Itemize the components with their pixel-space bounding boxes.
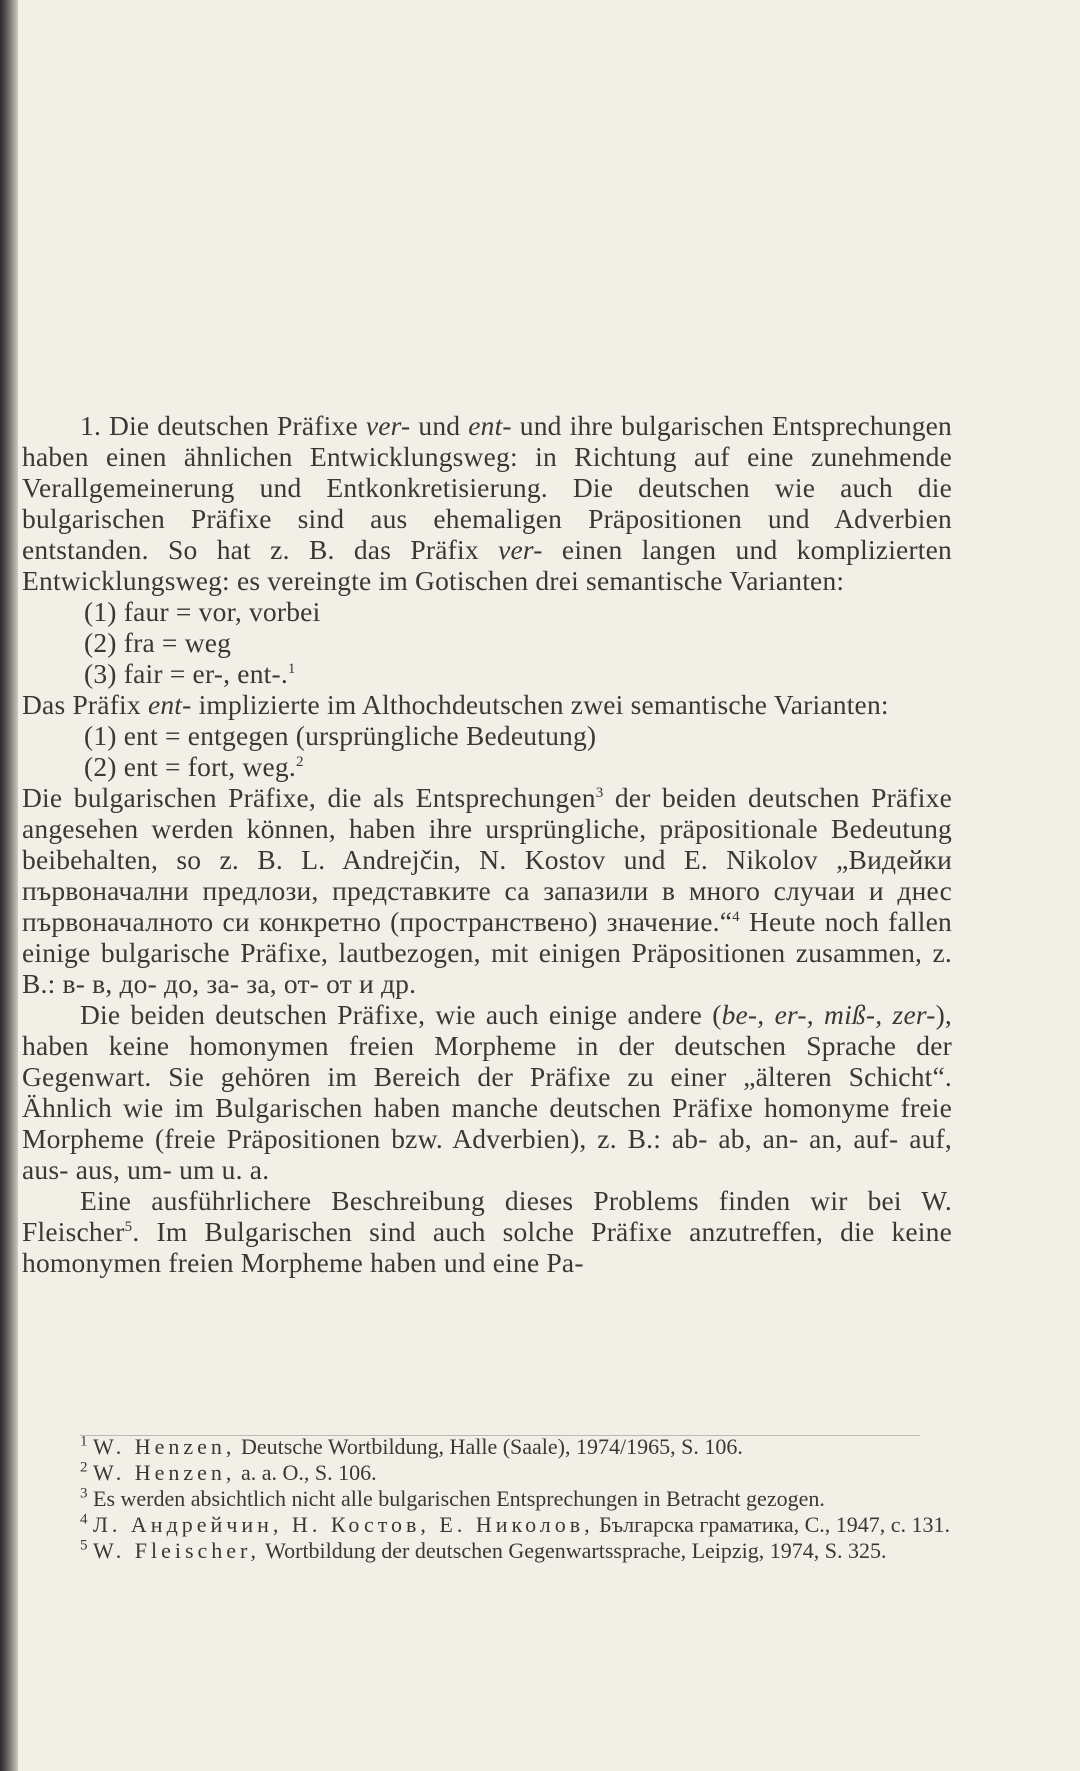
p2-lead: Das Präfix bbox=[22, 689, 148, 720]
footnote-mark-2: 2 bbox=[295, 753, 304, 770]
footnote-mark-5: 5 bbox=[124, 1218, 133, 1235]
p4-a: Die beiden deutschen Präfixe, wie auch einige andere ( bbox=[80, 999, 722, 1030]
p1-lead: 1. Die deutschen Präfixe bbox=[80, 410, 366, 441]
footnote-5-num: 5 bbox=[80, 1537, 88, 1554]
footnote-2-num: 2 bbox=[80, 1459, 88, 1476]
paragraph-1 bbox=[22, 410, 952, 596]
footnote-3-num: 3 bbox=[80, 1485, 88, 1502]
p1-rest-2: einen langen und komplizierten Entwicklungsweg: es vereingte im Gotischen drei semantische Varianten: bbox=[22, 534, 953, 596]
footnote-1-num: 1 bbox=[80, 1433, 88, 1450]
footnotes bbox=[22, 1434, 952, 1564]
footnote-4 bbox=[22, 1512, 952, 1538]
paragraph-2 bbox=[22, 689, 952, 720]
gothic-variant-2: (2) fra = weg bbox=[84, 627, 232, 658]
footnote-mark-3: 3 bbox=[595, 784, 604, 801]
footnote-4-num: 4 bbox=[80, 1511, 88, 1528]
gothic-variant-3-text: (3) fair = er-, ent-. bbox=[84, 658, 288, 689]
prefix-ent-2: ent- bbox=[147, 689, 192, 720]
footnote-5 bbox=[22, 1538, 952, 1564]
footnote-1-author: W. Henzen, bbox=[93, 1434, 236, 1459]
footnote-4-text: Българска граматика, С., 1947, с. 131. bbox=[593, 1512, 951, 1537]
ohg-variant-2 bbox=[22, 751, 952, 782]
main-text bbox=[22, 410, 952, 1278]
footnote-2-author: W. Henzen, bbox=[93, 1460, 236, 1485]
footnote-mark-1: 1 bbox=[287, 660, 296, 677]
footnote-5-author: W. Fleischer, bbox=[93, 1538, 261, 1563]
p1-und: und bbox=[410, 410, 469, 441]
p3-c: Heute noch fallen einige bulgarische Präfixe, lautbezogen, mit einigen Präpositionen zusammen, z. B.: в- в, до- до, за- за, от- от и др. bbox=[22, 906, 952, 999]
p3-a: Die bulgarischen Präfixe, die als Entsprechungen bbox=[22, 782, 596, 813]
footnote-4-author: Л. Андрейчин, Н. Костов, Е. Николов, bbox=[93, 1512, 594, 1537]
prefix-ent: ent- bbox=[468, 410, 512, 441]
footnote-3 bbox=[22, 1486, 952, 1512]
ohg-variant-2-text: (2) ent = fort, weg. bbox=[84, 751, 296, 782]
p5-a: Eine ausführlichere Beschreibung dieses Problems finden wir bei W. Fleischer bbox=[22, 1185, 952, 1247]
footnote-3-text: Es werden absichtlich nicht alle bulgarischen Entsprechungen in Betracht gezogen. bbox=[93, 1486, 825, 1511]
p4-b: ), haben keine homonymen freien Morpheme in der deutschen Sprache der Gegenwart. Sie gehören im Bereich der Präfixe zu einer „älteren Schicht“. Ähnlich wie im Bulgarischen haben manche deutschen Präfixe homonyme freie Morpheme (freie Präpositionen bzw. Adverbien), z. B.: ab- ab, an- an, auf- auf, aus- aus, um- um u. a. bbox=[22, 999, 952, 1185]
p3-b: der beiden deutschen Präfixe angesehen werden können, haben ihre ursprüngliche, präpositionale Bedeutung beibehalten, so z. B. L. Andrejčin, N. Kostov und E. Nikolov „Видейки първоначални предлози, представките са запазили в много случаи и днес първоначалното си конкретно (пространствено) значение.“ bbox=[22, 782, 952, 937]
gothic-variant-3 bbox=[22, 658, 952, 689]
footnote-1-text: Deutsche Wortbildung, Halle (Saale), 1974/1965, S. 106. bbox=[235, 1434, 743, 1459]
p2-rest: implizierte im Althochdeutschen zwei semantische Varianten: bbox=[191, 689, 889, 720]
prefix-ver: ver- bbox=[365, 410, 411, 441]
p5-b: . Im Bulgarischen sind auch solche Präfixe anzutreffen, die keine homonymen freien Morpheme haben und eine Pa- bbox=[22, 1216, 952, 1278]
p1-rest: und ihre bulgarischen Entsprechungen haben einen ähnlichen Entwicklungsweg: in Richtung auf eine zunehmende Verallgemeinerung und Entkonkretisierung. Die deutschen wie auch die bulgarischen Präfixe sind aus ehemaligen Präpositionen und Adverbien entstanden. So hat z. B. das Präfix bbox=[22, 410, 953, 565]
ohg-variant-1: (1) ent = entgegen (ursprüngliche Bedeutung) bbox=[84, 720, 597, 751]
footnote-2 bbox=[22, 1460, 952, 1486]
gothic-variant-1: (1) faur = vor, vorbei bbox=[84, 596, 321, 627]
paragraph-3 bbox=[22, 782, 952, 999]
footnote-mark-4: 4 bbox=[732, 908, 740, 925]
footnote-5-text: Wortbildung der deutschen Gegenwartssprache, Leipzig, 1974, S. 325. bbox=[260, 1538, 887, 1563]
prefix-ver-2: ver- bbox=[498, 534, 543, 565]
footnote-1 bbox=[22, 1434, 952, 1460]
p4-examples: be-, er-, miß-, zer- bbox=[721, 999, 936, 1030]
paragraph-5 bbox=[22, 1185, 952, 1278]
paragraph-4 bbox=[22, 999, 952, 1185]
footnote-2-text: a. a. O., S. 106. bbox=[235, 1460, 377, 1485]
book-spine-shadow bbox=[0, 0, 18, 1771]
